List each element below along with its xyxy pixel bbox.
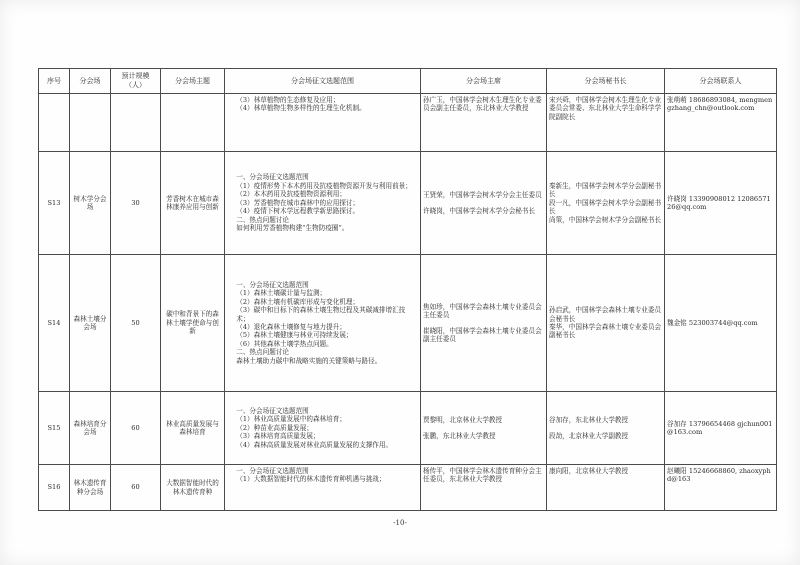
header-row: [39, 69, 777, 94]
row-scope: [225, 465, 421, 511]
row-id: [39, 94, 70, 152]
table-row: [39, 255, 777, 392]
header-id: 序号: [39, 69, 70, 94]
row-contact: 魏金铭 523003744@qq.com: [665, 255, 777, 392]
row-scale: 50: [111, 255, 161, 392]
row-venue: 林木遗传育种分会场: [70, 465, 111, 511]
row-theme: [161, 94, 225, 152]
secretary-line: 秦新生，中国林学会树木学分会副秘书长: [549, 181, 662, 199]
row-chair: [421, 392, 547, 465]
scope-line: （3）芳香植物在城市森林中的应用探讨；: [236, 198, 360, 207]
scope-line: （4）森林高质量发展对林业高质量发展的支撑作用。: [236, 440, 393, 449]
row-chair: 孙广玉，中国林学会树木生理生化专业委员会副主任委员，东北林业大学教授: [421, 94, 547, 152]
scope-line: （2）本木药用及抗疫植物资源利用；: [236, 190, 346, 199]
scope-line: 一、分会场征文选题范围: [236, 467, 309, 475]
header-scope: 分会场征文选题范围: [225, 69, 421, 94]
row-id: S16: [39, 465, 70, 511]
scope-line: （2）种苗业高质量发展；: [236, 423, 313, 432]
table-row: [39, 152, 777, 255]
row-chair: [421, 152, 547, 255]
sub-venue-table: [38, 68, 777, 511]
header-venue: 分会场: [70, 69, 111, 94]
secretary-line: 尚策，中国林学会树木学分会副秘书长: [549, 215, 662, 224]
row-chair: [421, 255, 547, 392]
row-venue: 森林培育分会场: [70, 392, 111, 465]
scope-line: （1）森林土壤碳计量与监测；: [236, 289, 327, 298]
row-theme: 大数据智能时代的林木遗传育种: [161, 465, 225, 511]
header-theme: 分会场主题: [161, 69, 225, 94]
chair-line: 焦如珍，中国林学会森林土壤专业委员会主任委员: [423, 302, 542, 320]
scope-line: 一、分会场征文选题范围: [236, 406, 309, 415]
row-scale: [111, 94, 161, 152]
row-theme: 林业高质量发展与森林培育: [161, 392, 225, 465]
chair-line: 贾黎明，北京林业大学教授: [423, 416, 503, 425]
secretary-line: 段劼，北京林业大学副教授: [549, 431, 629, 440]
row-id: S13: [39, 152, 70, 255]
scope-line: 二、热点问题讨论: [236, 348, 289, 357]
chair-line: 许晓岗，中国林学会树木学分会秘书长: [423, 206, 536, 215]
scope-line: （4）疫情下树木学远程教学新思路探讨。: [236, 207, 360, 216]
row-id: S15: [39, 392, 70, 465]
scope-line: （3）森林培育高质量发展；: [236, 432, 320, 441]
row-scale: 60: [111, 392, 161, 465]
scope-line: 森林土壤助力碳中和战略实施的关键策略与路径。: [236, 356, 382, 365]
row-secretary: [547, 152, 665, 255]
row-scope: [225, 94, 421, 152]
scope-line: （2）森林土壤有机碳库形成与变化机理；: [236, 297, 360, 306]
scope-line: （3）林草植物的生态修复及应用；: [236, 96, 340, 104]
scope-line: （6）其他森林土壤学热点问题。: [236, 339, 333, 348]
header-chair: 分会场主席: [421, 69, 547, 94]
table-row: [39, 392, 777, 465]
header-secretary: 分会场秘书长: [547, 69, 665, 94]
row-scale: 60: [111, 465, 161, 511]
scope-line: （3）碳中和目标下的森林土壤生物过程及其碳减排增汇技术；: [236, 306, 406, 323]
chair-line: 崔晓阳，中国林学会森林土壤专业委员会副主任委员: [423, 326, 542, 343]
chair-line: 张鹏，东北林业大学教授: [423, 431, 496, 440]
row-secretary: 康向阳，北京林业大学教授: [547, 465, 665, 511]
row-theme: 芳香树木在城市森林康养应用与创新: [161, 152, 225, 255]
scope-line: （4）林草植物生物多样性的生理生化机制。: [236, 104, 366, 113]
row-scale: 30: [111, 152, 161, 255]
table-row: [39, 94, 777, 152]
row-chair: 杨传平，中国林学会林木遗传育种分会主任委员，东北林业大学教授: [421, 465, 547, 511]
row-scope: [225, 152, 421, 255]
secretary-line: 谷加存，东北林业大学教授: [549, 416, 629, 425]
scope-line: 一、分会场征文选题范围: [236, 280, 309, 289]
scope-line: （1）大数据智能时代的林木遗传育种机遇与挑战；: [236, 475, 386, 484]
page-number: -10-: [393, 519, 407, 527]
row-scope: [225, 392, 421, 465]
scope-line: （5）森林土壤健康与林业可持续发展；: [236, 331, 353, 340]
table-row: [39, 465, 777, 511]
row-id: S14: [39, 255, 70, 392]
row-scope: [225, 255, 421, 392]
row-venue: 树木学分会场: [70, 152, 111, 255]
secretary-line: 段一凡，中国林学会树木学分会副秘书长: [549, 198, 662, 216]
row-contact: 张萌萌 18686893084, mengmengzhang_chn@outlook.com: [665, 94, 777, 152]
header-scale: 预计规模（人）: [111, 69, 161, 94]
row-secretary: [547, 392, 665, 465]
scope-line: （4）退化森林土壤修复与地力提升；: [236, 323, 346, 331]
row-contact: 赵曦阳 15246668860, zhaoxyphd@163: [665, 465, 777, 511]
scope-line: （1）林业高质量发展中的森林培育；: [236, 415, 346, 424]
chair-line: 王贤荣，中国林学会树木学分会主任委员: [423, 191, 542, 200]
row-venue: 森林土壤分会场: [70, 255, 111, 392]
secretary-line: 孙启武，中国林学会森林土壤专业委员会秘书长: [549, 306, 662, 323]
scope-line: 一、分会场征文选题范围: [236, 173, 309, 182]
row-contact: 许晓岗 13390908012 1208657126@qq.com: [665, 152, 777, 255]
row-venue: [70, 94, 111, 152]
row-contact: 谷加存 13796654468 gjchun001@163.com: [665, 392, 777, 465]
row-secretary: [547, 255, 665, 392]
scope-line: （1）疫情形势下本木药用及抗疫植物资源开发与利用前景；: [236, 181, 412, 190]
scope-line: 如何利用芳香植物构建“生物防疫圈”。: [236, 224, 349, 233]
scope-line: 二、热点问题讨论: [236, 215, 289, 224]
header-contact: 分会场联系人: [665, 69, 777, 94]
secretary-line: 秦华，中国林学会森林土壤专业委员会副秘书长: [549, 323, 662, 340]
row-theme: 碳中和背景下的森林土壤学使命与创新: [161, 255, 225, 392]
row-secretary: 宋兴舜，中国林学会树木生理生化专业委员会常委、东北林业大学生命科学学院副院长: [547, 94, 665, 152]
